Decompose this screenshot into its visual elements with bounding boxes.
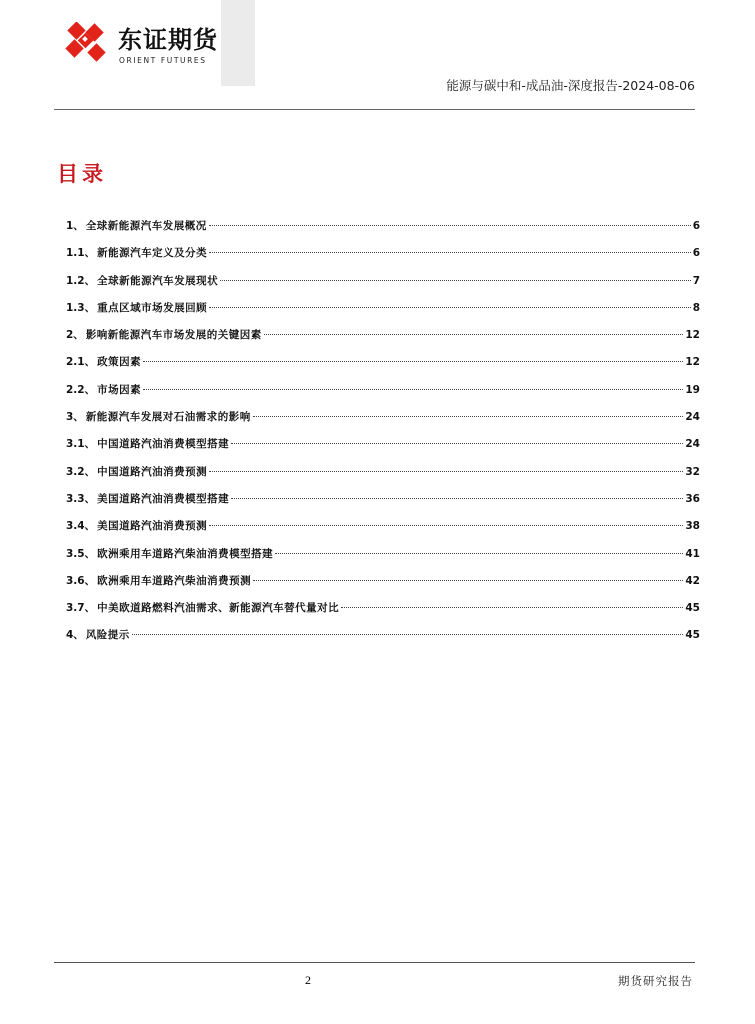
logo-mark-icon: [64, 22, 110, 66]
toc-entry-leader: [209, 252, 691, 253]
toc-entry-number: 3.1、: [66, 438, 96, 451]
report-title: 能源与碳中和-成品油-深度报告-2024-08-06: [446, 78, 695, 93]
brand-name-en: ORIENT FUTURES: [119, 56, 207, 65]
toc-entry-number: 3.3、: [66, 492, 96, 505]
toc-entry-leader: [231, 498, 683, 499]
toc-entry-title: 全球新能源汽车发展概况: [85, 220, 207, 232]
toc-entry-number: 2.1、: [66, 356, 96, 369]
header-divider: [54, 109, 695, 110]
toc-entry-number: 3、: [66, 411, 84, 424]
toc-entry[interactable]: [66, 464, 700, 491]
toc-heading: 目录: [57, 161, 107, 186]
toc-entry-title: 欧洲乘用车道路汽柴油消费模型搭建: [97, 547, 274, 560]
toc-entry-title: 中美欧道路燃料汽油需求、新能源汽车替代量对比: [97, 602, 340, 615]
toc-entry-title: 美国道路汽油消费预测: [97, 520, 208, 533]
toc-entry[interactable]: [66, 218, 700, 245]
toc-entry-title: 美国道路汽油消费模型搭建: [97, 492, 230, 505]
orient-futures-logo: [64, 22, 244, 72]
toc-entry[interactable]: [66, 518, 700, 545]
toc-entry-page: 12: [685, 329, 700, 342]
footer-label: 期货研究报告: [618, 974, 693, 988]
toc-entry-leader: [209, 471, 683, 472]
toc-entry-leader: [132, 634, 684, 635]
toc-entry-page: 45: [685, 629, 700, 642]
toc-entry-page: 7: [692, 274, 700, 287]
toc-entry-number: 3.6、: [66, 574, 96, 587]
toc-entry[interactable]: [66, 573, 700, 600]
toc-entry-number: 1.1、: [66, 247, 96, 260]
toc-entry-number: 1.3、: [66, 301, 96, 314]
toc-entry-title: 影响新能源汽车市场发展的关键因素: [85, 329, 262, 342]
toc-entry-leader: [231, 443, 683, 444]
toc-entry-leader: [143, 389, 683, 390]
toc-entry[interactable]: [66, 273, 700, 300]
toc-entry-number: 4、: [66, 629, 84, 642]
footer-divider: [54, 962, 695, 963]
toc-entry-title: 风险提示: [85, 629, 130, 642]
toc-entry-page: 24: [685, 438, 700, 451]
toc-entry-page: 12: [685, 356, 700, 369]
toc-entry-page: 8: [692, 301, 700, 314]
toc-entry[interactable]: [66, 245, 700, 272]
toc-entry-number: 3.2、: [66, 465, 96, 478]
toc-entry-number: 3.4、: [66, 520, 96, 533]
toc-entry-number: 2.2、: [66, 383, 96, 396]
toc-entry-title: 新能源汽车定义及分类: [97, 247, 208, 260]
toc-entry[interactable]: [66, 354, 700, 381]
toc-entry-leader: [253, 416, 684, 417]
toc-entry-leader: [209, 307, 691, 308]
toc-entry-page: 19: [685, 383, 700, 396]
toc-entry[interactable]: [66, 327, 700, 354]
toc-entry-page: 42: [685, 574, 700, 587]
brand-name-cn: 东证期货: [118, 26, 218, 54]
toc-entry-page: 6: [692, 220, 700, 232]
toc-entry[interactable]: [66, 546, 700, 573]
toc-entry-leader: [253, 580, 683, 581]
toc-entry-page: 24: [685, 411, 700, 424]
toc-entry-page: 36: [685, 492, 700, 505]
toc-entry-title: 中国道路汽油消费模型搭建: [97, 438, 230, 451]
toc-entry-page: 41: [685, 547, 700, 560]
toc-entry-page: 45: [685, 602, 700, 615]
toc-entry-title: 中国道路汽油消费预测: [97, 465, 208, 478]
table-of-contents: [66, 218, 700, 655]
toc-entry-title: 政策因素: [97, 356, 142, 369]
toc-entry[interactable]: [66, 627, 700, 654]
toc-entry-leader: [209, 225, 691, 226]
toc-entry[interactable]: [66, 409, 700, 436]
toc-entry-leader: [143, 361, 683, 362]
toc-entry[interactable]: [66, 382, 700, 409]
toc-entry-number: 3.5、: [66, 547, 96, 560]
toc-entry-page: 32: [685, 465, 700, 478]
toc-entry-page: 38: [685, 520, 700, 533]
toc-entry-title: 全球新能源汽车发展现状: [97, 274, 219, 287]
toc-entry[interactable]: [66, 436, 700, 463]
toc-entry-title: 欧洲乘用车道路汽柴油消费预测: [97, 574, 252, 587]
toc-entry-number: 2、: [66, 329, 84, 342]
toc-entry-title: 重点区域市场发展回顾: [97, 301, 208, 314]
page-number: 2: [305, 973, 311, 987]
toc-entry-number: 1、: [66, 220, 84, 232]
toc-entry[interactable]: [66, 600, 700, 627]
toc-entry-number: 1.2、: [66, 274, 96, 287]
toc-entry-title: 新能源汽车发展对石油需求的影响: [85, 411, 251, 424]
toc-entry[interactable]: [66, 491, 700, 518]
toc-entry-leader: [275, 553, 683, 554]
toc-entry-leader: [209, 525, 683, 526]
toc-entry-leader: [264, 334, 684, 335]
toc-entry-number: 3.7、: [66, 602, 96, 615]
toc-entry[interactable]: [66, 300, 700, 327]
toc-entry-leader: [220, 280, 691, 281]
toc-entry-title: 市场因素: [97, 383, 142, 396]
toc-entry-page: 6: [692, 247, 700, 260]
toc-entry-leader: [341, 607, 683, 608]
